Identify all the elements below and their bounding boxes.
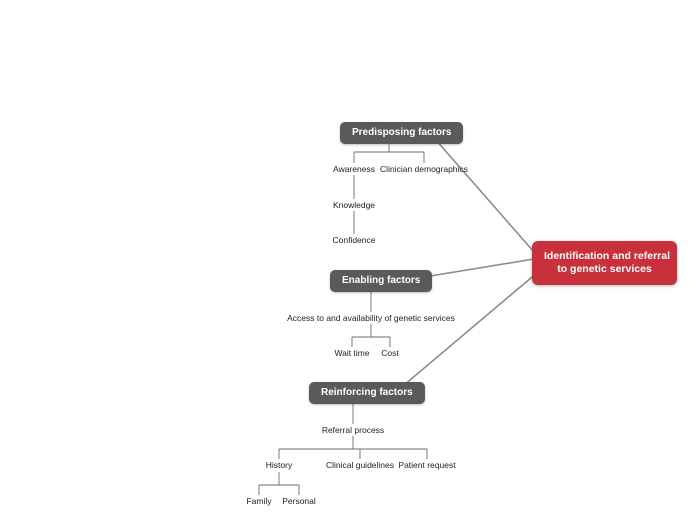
leaf-family[interactable]: Family: [246, 496, 272, 506]
link-root-predisposing: [428, 131, 534, 252]
leaf-clinician-demographics[interactable]: Clinician demographics: [380, 164, 468, 174]
leaf-awareness[interactable]: Awareness: [333, 164, 375, 174]
category-node-predisposing-factors[interactable]: Predisposing factors: [340, 122, 463, 144]
root-node-identification-and-referral[interactable]: [532, 241, 677, 285]
leaf-referral-process[interactable]: Referral process: [321, 425, 385, 435]
leaf-access-to-and-availability-of-genetic-services[interactable]: Access to and availability of genetic services: [287, 313, 455, 323]
leaf-confidence[interactable]: Confidence: [332, 235, 376, 245]
leaf-clinical-guidelines[interactable]: Clinical guidelines: [325, 460, 395, 470]
leaf-history[interactable]: History: [265, 460, 293, 470]
leaf-patient-request[interactable]: Patient request: [398, 460, 456, 470]
root-node-line-2: to genetic services: [557, 263, 652, 275]
category-node-enabling-factors[interactable]: Enabling factors: [330, 270, 432, 292]
category-node-reinforcing-factors[interactable]: Reinforcing factors: [309, 382, 425, 404]
leaf-personal[interactable]: Personal: [282, 496, 316, 506]
leaf-wait-time[interactable]: Wait time: [334, 348, 370, 358]
leaf-knowledge[interactable]: Knowledge: [332, 200, 376, 210]
root-node-line-1: Identification and referral: [544, 250, 671, 262]
leaf-cost[interactable]: Cost: [381, 348, 399, 358]
